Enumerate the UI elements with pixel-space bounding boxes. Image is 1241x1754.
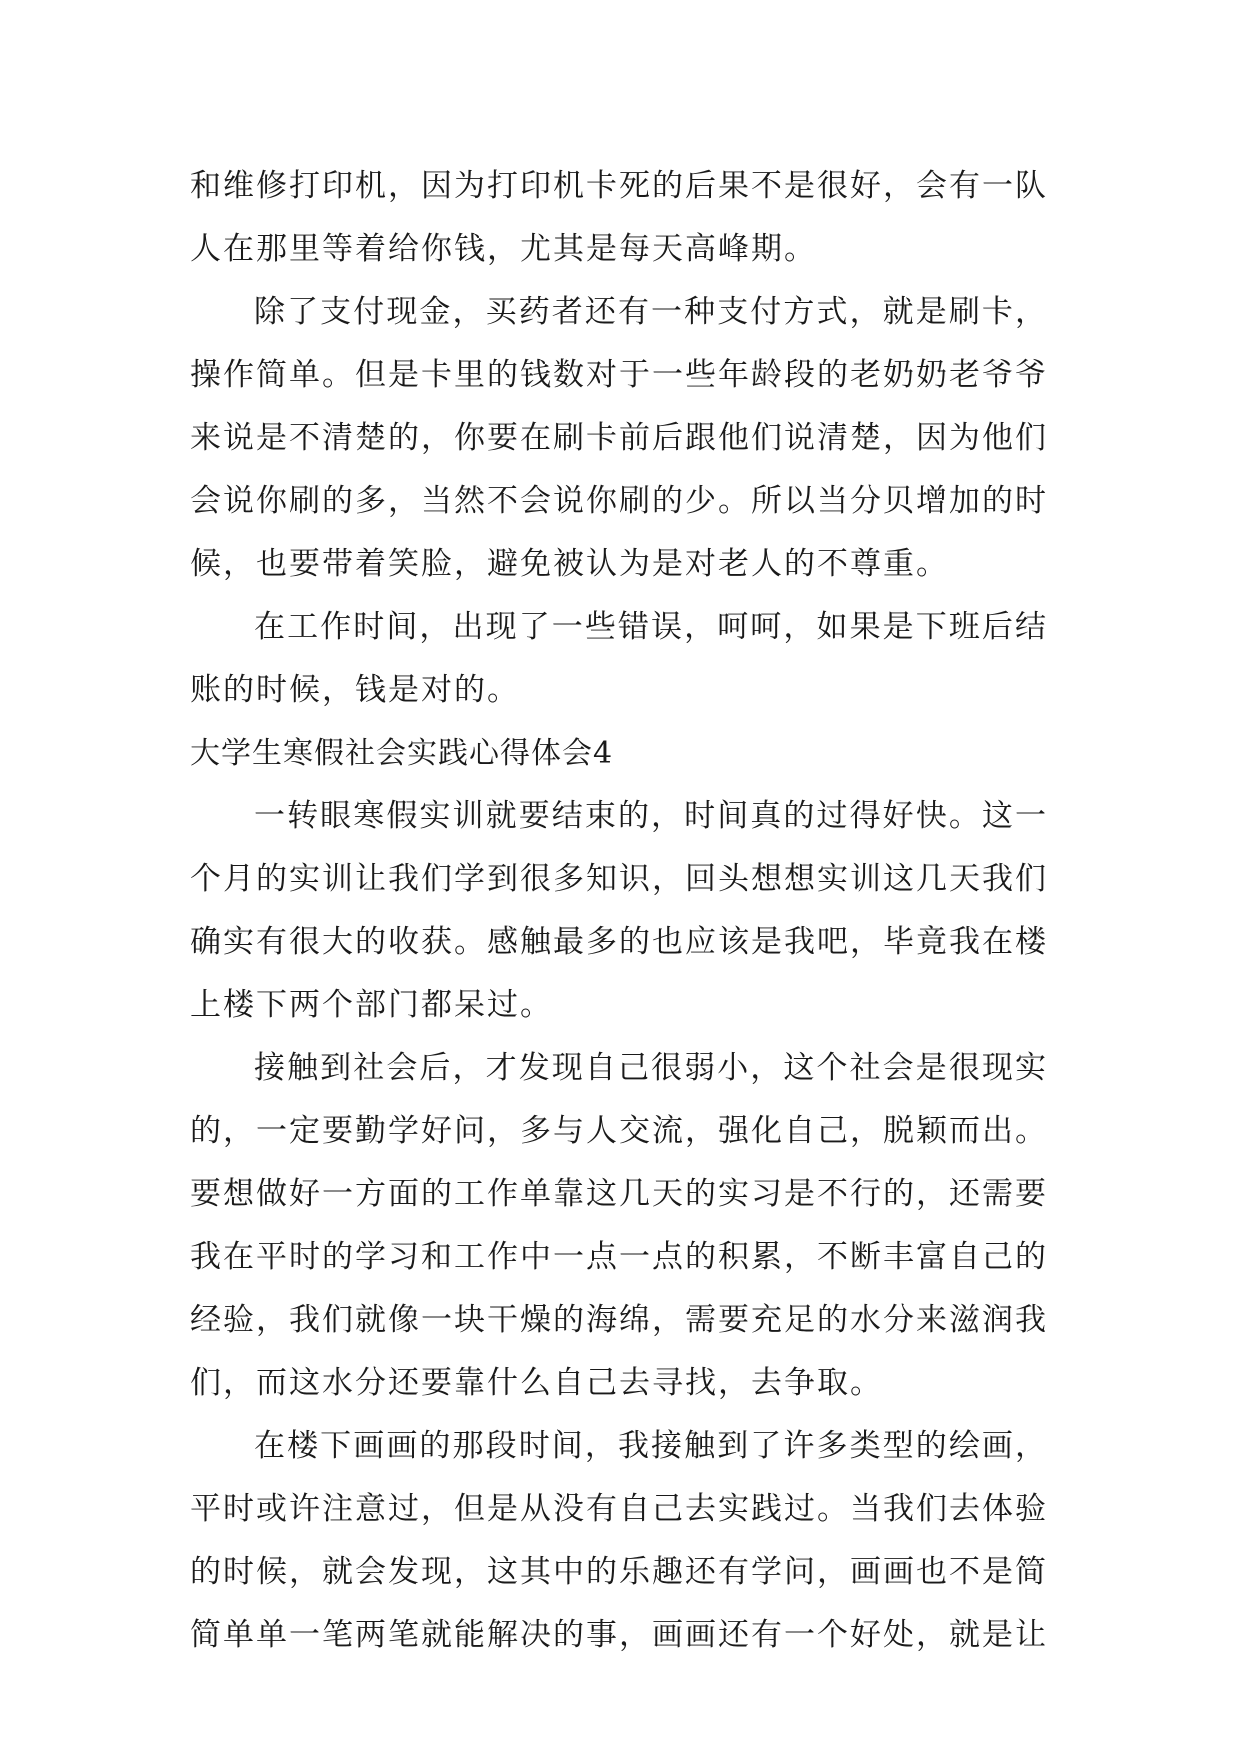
document-body (190, 155, 1048, 1667)
paragraph: 和维修打印机，因为打印机卡死的后果不是很好，会有一队人在那里等着给你钱，尤其是每天高峰期。 (190, 168, 1048, 267)
paragraph: 在工作时间，出现了一些错误，呵呵，如果是下班后结账的时候，钱是对的。 (190, 609, 1048, 708)
paragraph: 接触到社会后，才发现自己很弱小，这个社会是很现实的，一定要勤学好问，多与人交流，强化自己，脱颖而出。要想做好一方面的工作单靠这几天的实习是不行的，还需要我在平时的学习和工作中一点一点的积累，不断丰富自己的经验，我们就像一块干燥的海绵，需要充足的水分来滋润我们，而这水分还要靠什么自己去寻找，去争取。 (190, 1050, 1048, 1401)
section-heading: 大学生寒假社会实践心得体会4 (190, 736, 614, 771)
paragraph: 除了支付现金，买药者还有一种支付方式，就是刷卡，操作简单。但是卡里的钱数对于一些年龄段的老奶奶老爷爷来说是不清楚的，你要在刷卡前后跟他们说清楚，因为他们会说你刷的多，当然不会说你刷的少。所以当分贝增加的时候，也要带着笑脸，避免被认为是对老人的不尊重。 (190, 294, 1048, 582)
paragraph: 在楼下画画的那段时间，我接触到了许多类型的绘画，平时或许注意过，但是从没有自己去实践过。当我们去体验的时候，就会发现，这其中的乐趣还有学问，画画也不是简简单单一笔两笔就能解决的事，画画还有一个好处，就是让 (190, 1428, 1048, 1653)
paragraph: 一转眼寒假实训就要结束的，时间真的过得好快。这一个月的实训让我们学到很多知识，回头想想实训这几天我们确实有很大的收获。感触最多的也应该是我吧，毕竟我在楼上楼下两个部门都呆过。 (190, 798, 1048, 1023)
